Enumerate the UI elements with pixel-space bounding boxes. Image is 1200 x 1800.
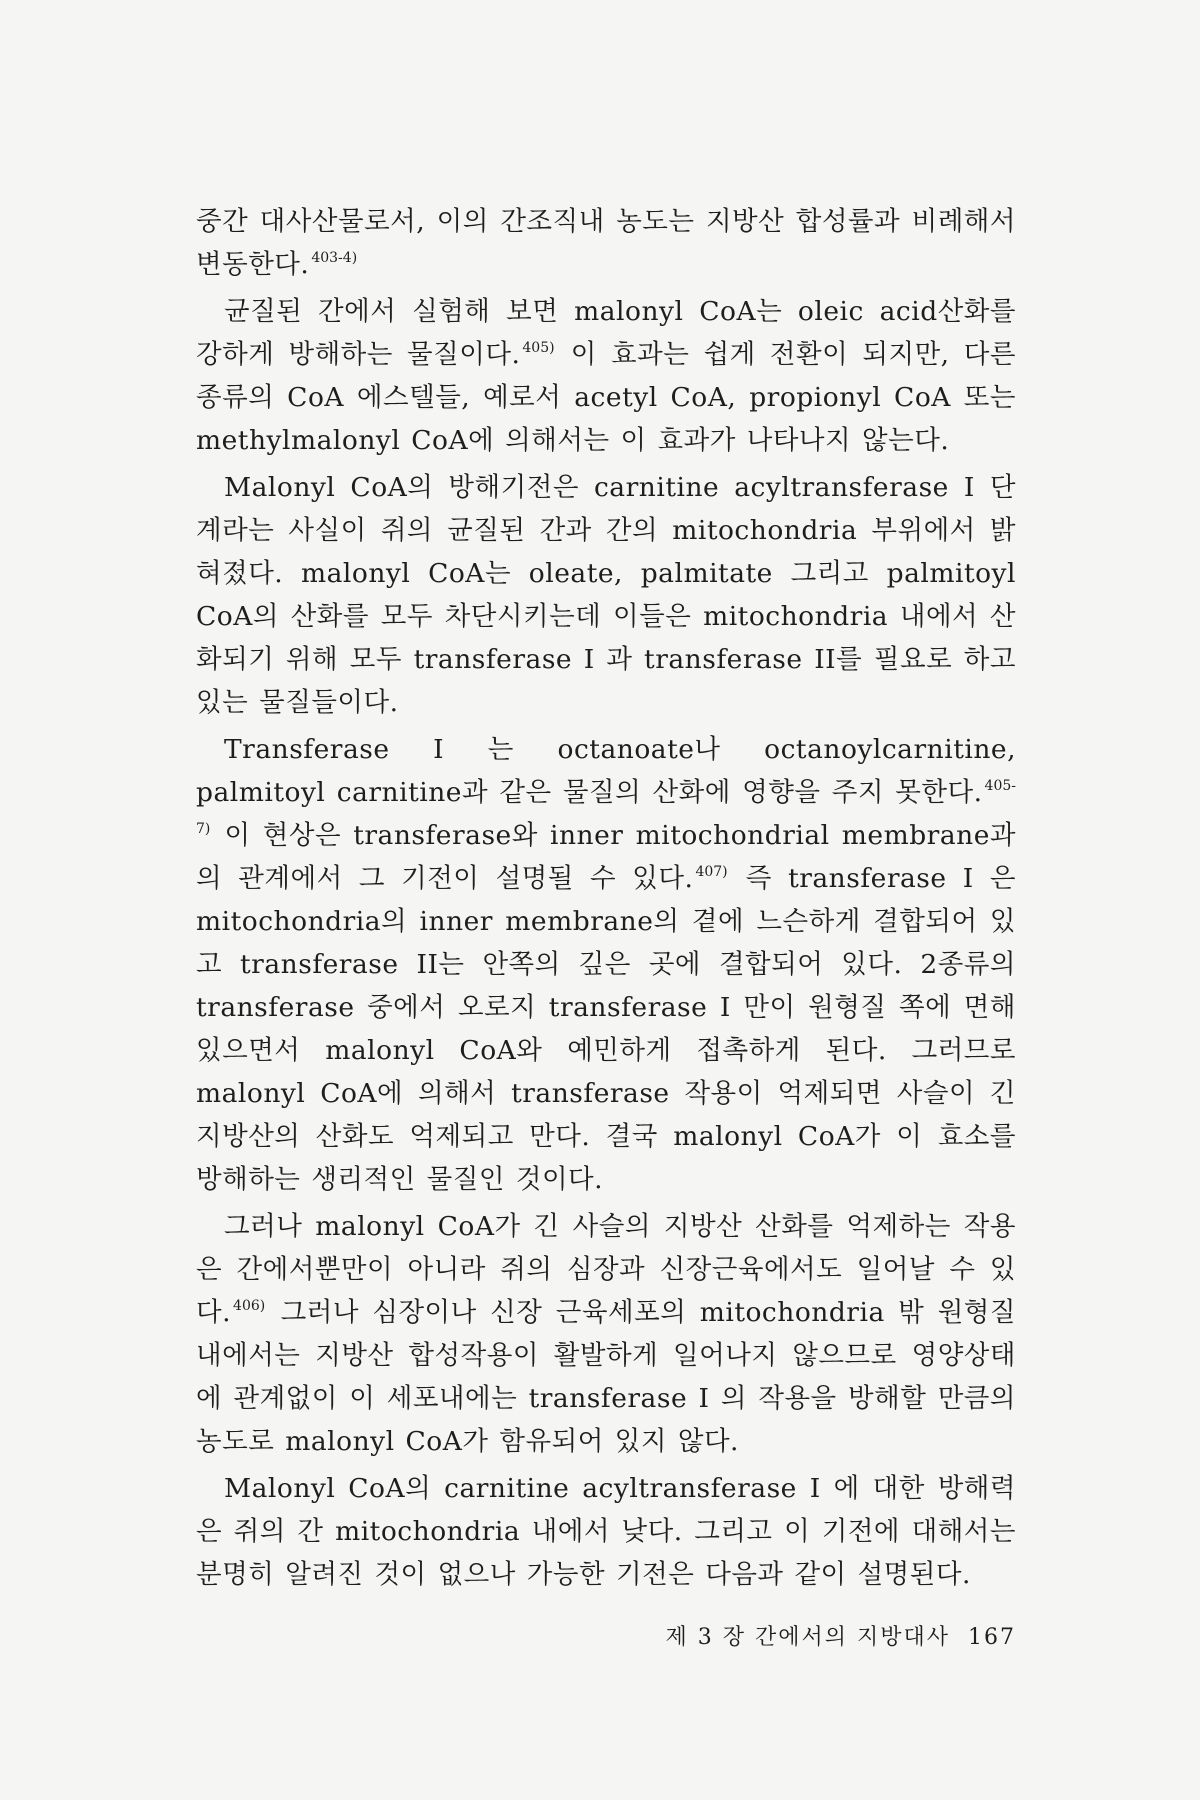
paragraph-4 [196, 728, 1016, 1201]
paragraph-5-text: 그러나 malonyl CoA가 긴 사슬의 지방산 산화를 억제하는 작용은 간에서뿐만이 아니라 쥐의 심장과 신장근육에서도 일어날 수 있다. [196, 1211, 1016, 1328]
paragraph-1 [196, 200, 1016, 286]
paragraph-6-text: Malonyl CoA의 carnitine acyltransferase I 에 대한 방해력은 쥐의 간 mitochondria 내에서 낮다. 그리고 이 기전에 대해서는 분명히 알려진 것이 없으나 가능한 기전은 다음과 같이 설명된다. [196, 1473, 1016, 1590]
paragraph-6 [196, 1467, 1016, 1596]
paragraph-4-text: Transferase I 는 octanoate나 octanoylcarnitine, palmitoyl carnitine과 같은 물질의 산화에 영향을 주지 못한다. [196, 734, 1016, 808]
paragraph-2-continuation: 이 효과는 쉽게 전환이 되지만, 다른 종류의 CoA 에스텔들, 예로서 acetyl CoA, propionyl CoA 또는 methylmalonyl CoA에 의해서는 이 효과가 나타나지 않는다. [196, 339, 1016, 456]
page-number: 167 [968, 1625, 1016, 1650]
running-footer-chapter: 제 3 장 간에서의 지방대사 [665, 1625, 950, 1650]
paragraph-2-text: 균질된 간에서 실험해 보면 malonyl CoA는 oleic acid산화를 강하게 방해하는 물질이다. [196, 296, 1016, 370]
paragraph-5-continuation: 그러나 심장이나 신장 근육세포의 mitochondria 밖 원형질내에서는 지방산 합성작용이 활발하게 일어나지 않으므로 영양상태에 관계없이 이 세포내에는 transferase I 의 작용을 방해할 만큼의 농도로 malonyl CoA가 함유되어 있지 않다. [196, 1297, 1016, 1457]
paragraph-4-continuation: 이 현상은 transferase와 inner mitochondrial membrane과의 관계에서 그 기전이 설명될 수 있다. [196, 820, 1016, 894]
page-body [196, 200, 1016, 1600]
paragraph-3-text: Malonyl CoA의 방해기전은 carnitine acyltransferase I 단계라는 사실이 쥐의 균질된 간과 간의 mitochondria 부위에서 밝혀졌다. malonyl CoA는 oleate, palmitate 그리고 palmitoyl CoA의 산화를 모두 차단시키는데 이들은 mitochondria 내에서 산화되기 위해 모두 transferase I 과 transferase II를 필요로 하고 있는 물질들이다. [196, 472, 1016, 718]
paragraph-1-text: 중간 대사산물로서, 이의 간조직내 농도는 지방산 합성률과 비례해서 변동한다. [196, 206, 1016, 280]
paragraph-3 [196, 466, 1016, 724]
page-footer [196, 1620, 1016, 1651]
paragraph-4-continuation-2: 즉 transferase I 은 mitochondria의 inner membrane의 곁에 느슨하게 결합되어 있고 transferase II는 안쪽의 깊은 곳에 결합되어 있다. 2종류의 transferase 중에서 오로지 transferase I 만이 원형질 쪽에 면해 있으면서 malonyl CoA와 예민하게 접촉하게 된다. 그러므로 malonyl CoA에 의해서 transferase 작용이 억제되면 사슬이 긴 지방산의 산화도 억제되고 만다. 결국 malonyl CoA가 이 효소를 방해하는 생리적인 물질인 것이다. [196, 863, 1016, 1195]
paragraph-2 [196, 290, 1016, 462]
citation-ref: 403-4) [311, 250, 358, 266]
citation-ref: 405-7) [196, 778, 1016, 837]
citation-ref: 407) [695, 864, 728, 880]
citation-ref: 405) [522, 340, 555, 356]
paragraph-5 [196, 1205, 1016, 1463]
citation-ref: 406) [233, 1298, 266, 1314]
